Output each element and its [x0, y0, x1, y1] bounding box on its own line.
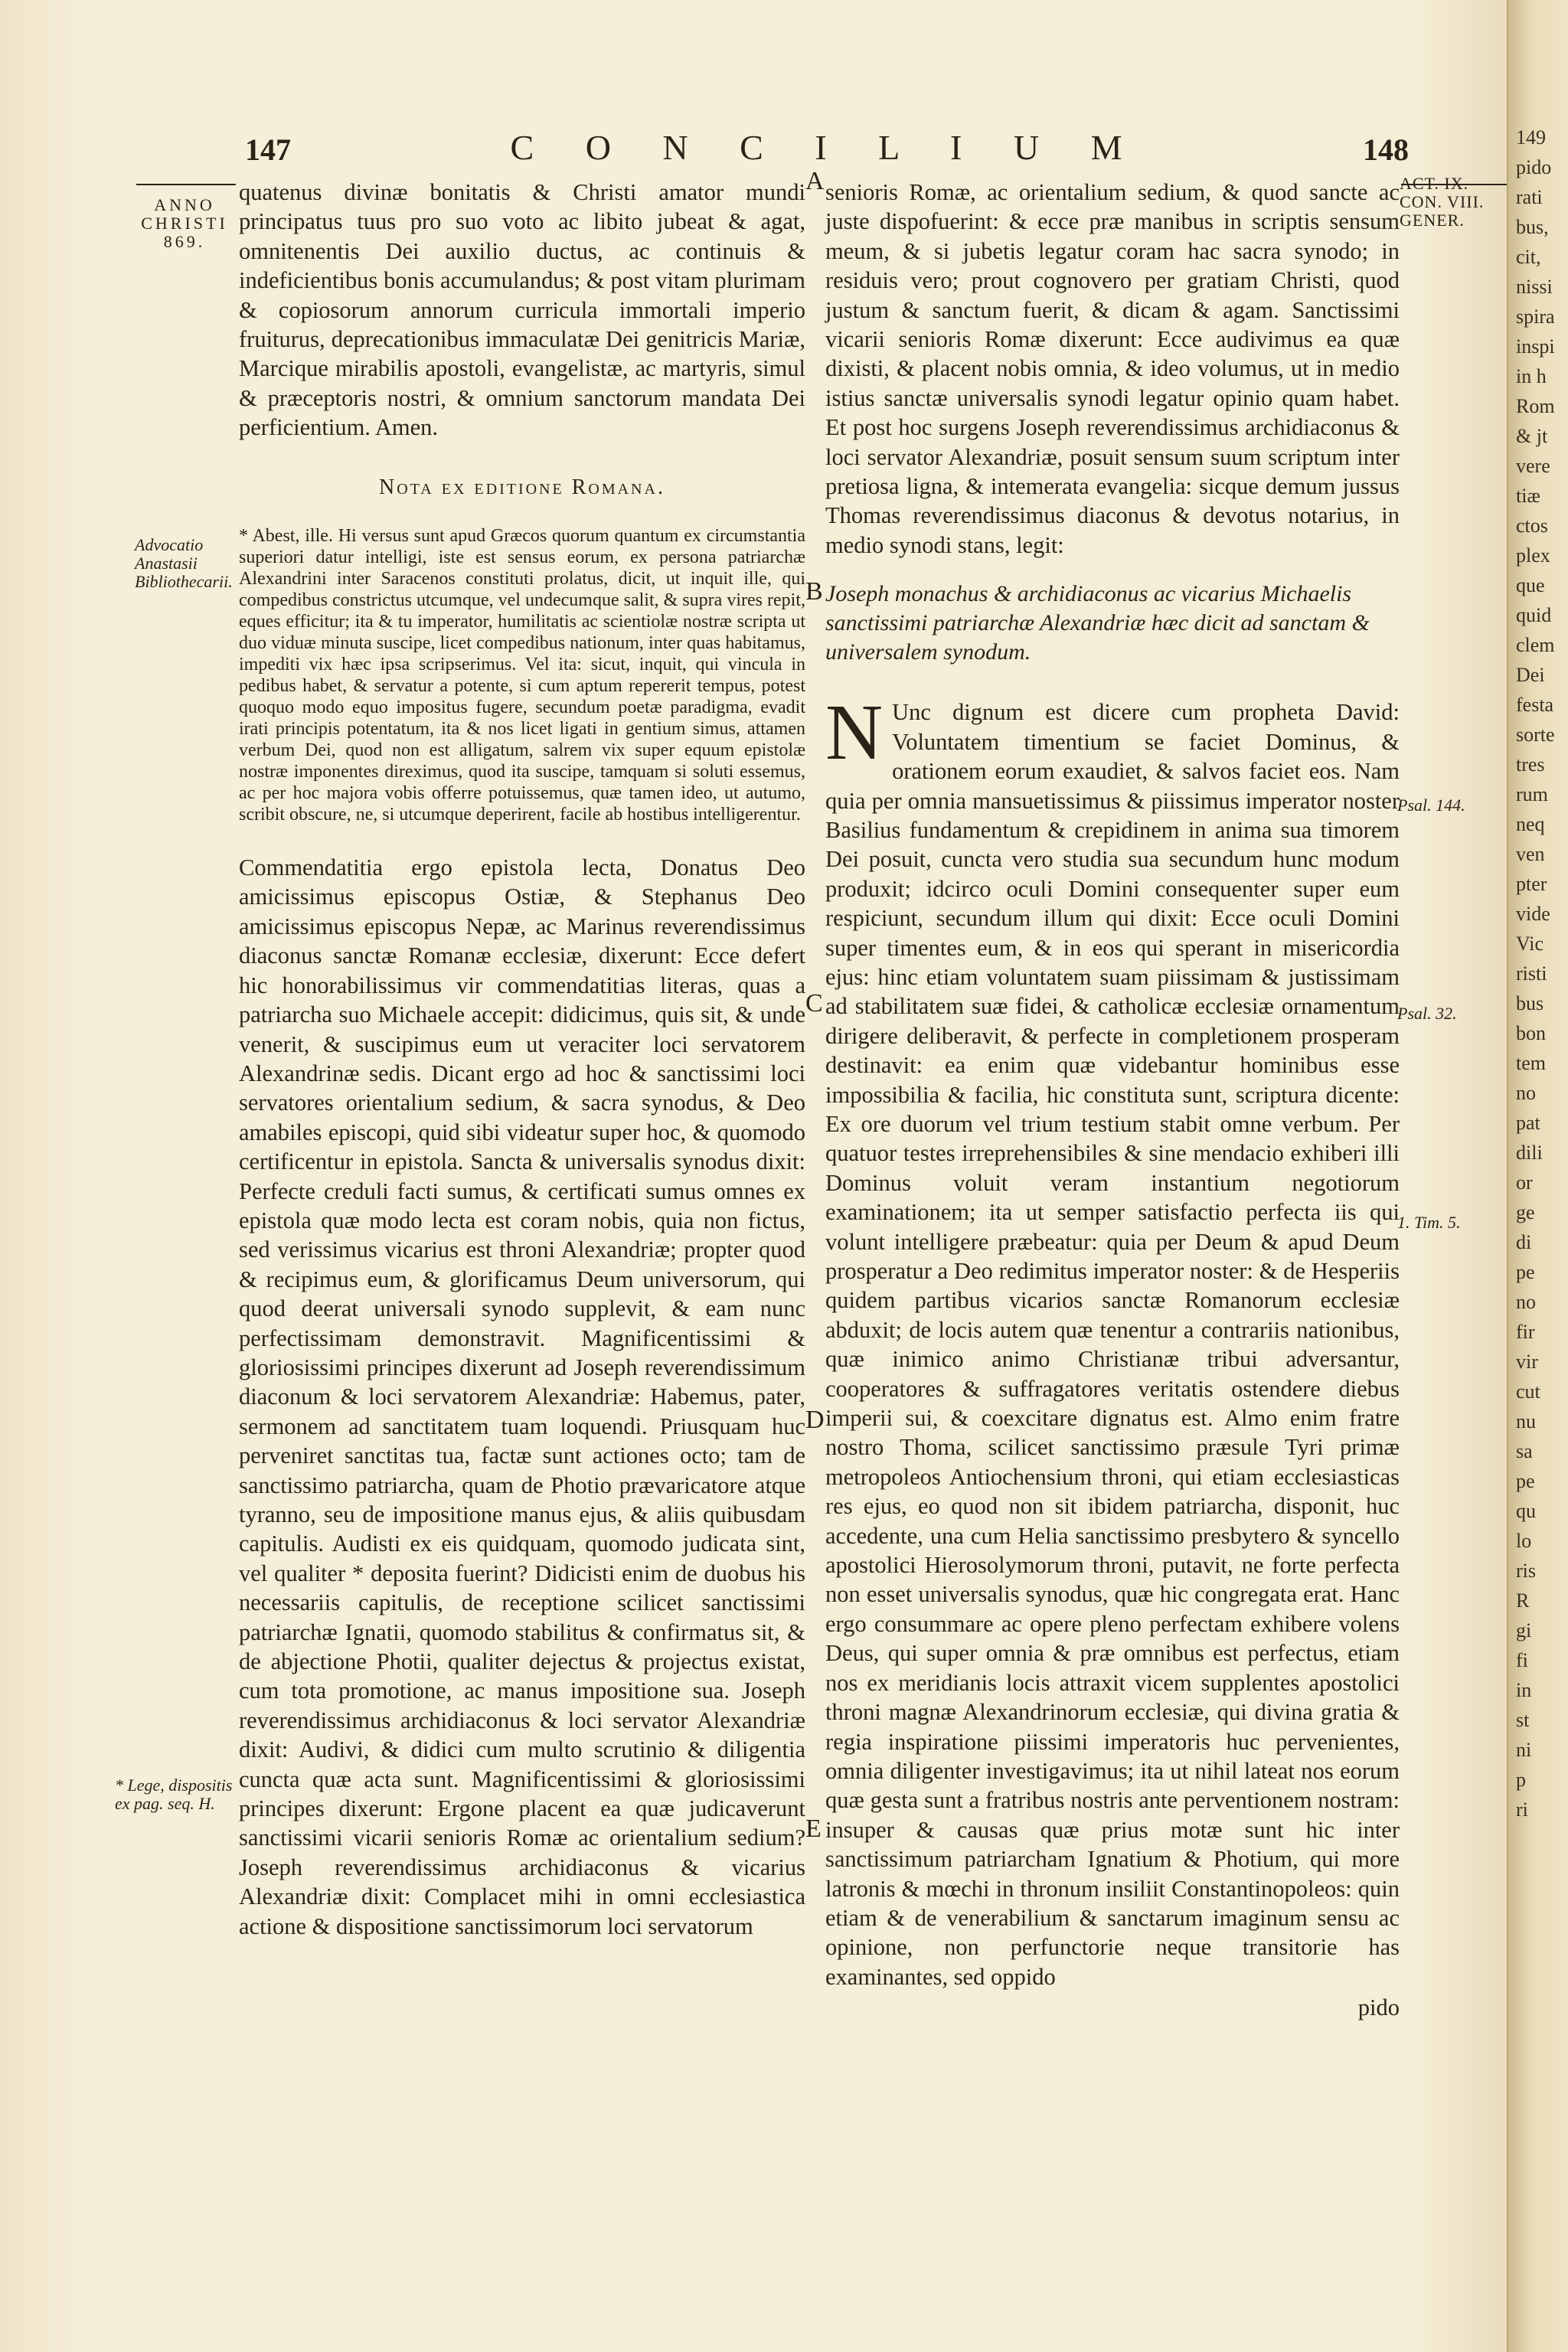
margin-psalm-32: Psal. 32.	[1397, 1004, 1457, 1023]
next-page-fragment: dili	[1516, 1142, 1543, 1164]
margin-timothy: 1. Tim. 5.	[1397, 1213, 1461, 1232]
page-number-left: 147	[245, 132, 291, 167]
next-page-fragment: tiæ	[1516, 485, 1540, 507]
running-header	[245, 128, 1409, 178]
next-page-fragment: vir	[1516, 1351, 1538, 1373]
right-column	[825, 178, 1400, 2023]
next-page-fragment: que	[1516, 574, 1545, 596]
next-page-fragment: clem	[1516, 634, 1555, 656]
next-page-fragment: vere	[1516, 455, 1550, 477]
next-page-fragment: ven	[1516, 843, 1545, 865]
page-number-right: 148	[1363, 132, 1409, 167]
left-column	[239, 178, 805, 1941]
next-page-fragment: tem	[1516, 1052, 1546, 1074]
next-page-fragment: fir	[1516, 1321, 1535, 1343]
next-page-fragment: inspi	[1516, 335, 1555, 358]
next-page-fragment: di	[1516, 1231, 1532, 1253]
next-page-fragment: rum	[1516, 783, 1548, 805]
section-letter-b: B	[805, 577, 823, 606]
margin-anno-christi: ANNO CHRISTI 869.	[141, 195, 228, 251]
next-page-fragment: no	[1516, 1082, 1536, 1104]
next-page-fragment: lo	[1516, 1530, 1532, 1552]
next-page-fragment: R	[1516, 1589, 1530, 1612]
drop-cap: N	[825, 688, 884, 777]
margin-advocatio: Advocatio Anastasii Bibliothecarii.	[135, 535, 233, 591]
next-page-fragment: tres	[1516, 753, 1545, 776]
next-page-fragment: ni	[1516, 1739, 1532, 1761]
right-main-body: Unc dignum est dicere cum propheta David: Voluntatem timentium se faciet Dominus, & orationem eorum exaudiet, & salvos faciet eos. Nam quia per omnia mansuetissimus & piissimus imperator noster Basilius fundamentum & crepidinem in anima sua timorem Dei posuit, cuncta vero studia sua secundum hunc modum produxit; idcirco oculi Domini consequenter super eum respiciunt, secundum illum qui dixit: Ecce oculi Domini super timentes eum, & in eos qui sperant in misericordia ejus: hinc etiam voluntatem suam piissimam & justissimam ad stabilitatem suæ fidei, & catholicæ ecclesiæ ornamentum dirigere deliberavit, & perfecte in completionem prosperam destinavit: ea enim quæ videbantur hominibus esse impossibilia & facilia, hic constituta sunt, scriptura dicente: Ex ore duorum vel trium testium stabit omne verbum. Per quatuor testes irreprehensibiles & sine mendacio exhiberi illi Dominus voluit veram instantium negotiorum examinationem; ita ut semper satisfactio perfecta iis qui volunt intelligere præbeatur: quia per Deum & apud Deum prosperatur a Deo redimitus imperator noster: & de Hesperiis quidem partibus vicarios sanctæ Romanorum ecclesiæ abduxit; de locis autem quæ tenentur a contrariis nationibus, quæ inimico animo Christianæ tribui adversantur, cooperatores & suffragatores veritatis ostendere diebus imperii sui, & coexcitare dignatus est. Almo enim fratre nostro Thoma, scilicet sanctissimo præsule Tyri primæ metropoleos Antiochensium throni, qui etiam ecclesiasticas res ejus, eo quod non sit ibidem patriarcha, disponit, huc accedente, una cum Helia sanctissimo presbytero & syncello apostolici Hierosolymorum throni, putavit, ne forte perfecta non esset universalis synodus, quæ hic congregata erat. Hanc ergo consummare ac opere pleno perfectam exhibere volens Deus, qui super omnia & præ omnibus est perfectus, etiam nos ex meridianis locis attraxit vicem supplentes apostolici throni magnæ Alexandrinorum ecclesiæ, qui divina gratia & regia inspiratione piissimi imperatoris huc pervenientes, omnia diligenter investigavimus; ita ut nihil lateat nos eorum quæ gesta sunt a fratribus nostris ante perventionem nostram: insuper & causas quæ prius motæ sunt hic inter sanctissimum patriarcham Ignatium & Photium, qui more latronis & mœchi in thronum insiliit Constantinopoleos: quin etiam & de venerabilium & sanctarum imaginum sensu ac opinione, non perfunctorie neque transitorie has examinantes, sed oppido	[825, 699, 1400, 1990]
left-main-text: Commendatitia ergo epistola lecta, Donatus Deo amicissimus episcopus Ostiæ, & Stephanus Deo amicissimus episcopus Nepæ, ac Marinus reverendissimus diaconus sanctæ Romanæ ecclesiæ, dixerunt: Ecce defert hic honorabilissimus vir commendatitias literas, quas a patriarcha suo Michaele accepit: didicimus, quis sit, & unde venerit, & suscipimus eum ut veraciter loci servatorem Alexandrinæ sedis. Dicant ergo ad hoc & sanctissimi loci servatores orientalium sedium, & sacra synodus, & Deo amabiles episcopi, quid sibi videatur super hoc, & quomodo certificentur in epistola. Sancta & universalis synodus dixit: Perfecte creduli facti sumus, & certificati sumus omnes ex epistola quæ modo lecta est coram nobis, quia non fictus, sed verissimus vicarius est throni Alexandriæ; propter quod & recipimus eum, & glorificamus Deum universorum, qui quod deerat universali synodo supplevit, & eam nunc perfectissimam demonstravit. Magnificentissimi & gloriosissimi principes dixerunt ad Joseph reverendissimum diaconum & loci servatorem Alexandriæ: Habemus, pater, sermonem ad sanctitatem tuam loquendi. Priusquam huc perveniret sanctitas tua, factæ sunt actiones octo; tam de sanctissimo patriarcha, quam de Photio prævaricatore atque tyranno, seu de impositione manus ejus, & aliis quibusdam capitulis. Audisti ex eis quidquam, quomodo judicata sint, vel qualiter * deposita fuerint? Didicisti enim de duobus his necessariis capitulis, de receptione scilicet sanctissimi patriarchæ Ignatii, quomodo stabilitus & confirmatus sit, & de abjectione Photii, qualiter dejectus & projectus existat, cum tota promotione, ac manus impositione sua. Joseph reverendissimus archidiaconus & loci servator Alexandriæ dixit: Audivi, & didici cum multo scrutinio & diligentia cuncta quæ acta sunt. Magnificentissimi & gloriosissimi principes dixerunt: Ergone placent ea quæ judicaverunt sanctissimi vicarii senioris Romæ ac orientalium sedium? Joseph reverendissimus archidiaconus & vicarius Alexandriæ dixit: Complacet mihi in omni ecclesiastica actione & dispositione sanctissimorum loci servatorum	[239, 854, 805, 1939]
next-page-fragment: ri	[1516, 1798, 1528, 1821]
next-page-fragment: Dei	[1516, 664, 1545, 686]
rubric-heading: Joseph monachus & archidiaconus ac vicarius Michaelis sanctissimi patriarchæ Alexandriæ hæc dicit ad sanctam & universalem synodum.	[825, 581, 1370, 665]
next-page-fragment: Vic	[1516, 933, 1544, 955]
next-page-fragment: Rom	[1516, 395, 1555, 417]
right-opening-paragraph: senioris Romæ, ac orientalium sedium, & quod sancte ac juste dispofuerint: & ecce præ manibus in scriptis sensum meum, & si jubetis legatur coram hac sacra synodo; in residuis vero; prout cognovero per gratiam Christi, quod justum & sanctum fuerit, & dicam & agam. Sanctissimi vicarii senioris Romæ dixerunt: Ecce audivimus ea quæ dixisti, & placent nobis omnia, & ideo volumus, ut in medio istius sanctæ universalis synodi legatur opinio quam habet. Et post hoc surgens Joseph reverendissimus archidiaconus & loci servator Alexandriæ, posuit sensum suum scriptum inter pretiosa ligna, & intemerata evangelia: sicque demum jussus Thomas reverendissimus diaconus & devotus notarius, in medio synodi stans, legit:	[825, 179, 1400, 558]
next-page-fragment: quid	[1516, 604, 1552, 626]
next-page-fragment: ris	[1516, 1560, 1536, 1582]
next-page-fragment: p	[1516, 1769, 1526, 1791]
next-page-fragments	[1508, 0, 1568, 1824]
margin-act-label: ACT. IX. CON. VIII. GENER.	[1400, 174, 1485, 230]
next-page-fragment: plex	[1516, 544, 1550, 567]
next-page-fragment: vide	[1516, 903, 1550, 925]
next-page-fragment: bus	[1516, 992, 1544, 1014]
left-opening-paragraph: quatenus divinæ bonitatis & Christi amator mundi principatus tuus pro suo voto ac libito jubeat & agat, omnitenentis Dei auxilio ductus, ac continuis & indeficientibus bonis accumulandus; & post vitam plurimam & copiosorum annorum curricula immortali imperio fruiturus, deprecationibus immaculatæ Dei genitricis Mariæ, Marcique mirabilis apostoli, evangelistæ, ac martyris, simul & præceptoris nostri, & omnium sanctorum mandata Dei perficientium. Amen.	[239, 179, 805, 441]
next-page-fragment: pe	[1516, 1470, 1535, 1492]
next-page-fragment: in	[1516, 1679, 1532, 1701]
next-page-fragment: rati	[1516, 186, 1543, 208]
next-page-fragment: sorte	[1516, 724, 1555, 746]
margin-psalm-144: Psal. 144.	[1397, 795, 1465, 815]
section-letter-e: E	[805, 1815, 822, 1843]
next-page-fragment: or	[1516, 1171, 1533, 1194]
next-page-fragment: 149	[1516, 126, 1546, 149]
next-page-fragment: ge	[1516, 1201, 1535, 1223]
next-page-fragment: qu	[1516, 1500, 1536, 1522]
next-page-fragment: st	[1516, 1709, 1530, 1731]
next-page-fragment: risti	[1516, 962, 1547, 985]
header-rule-left	[136, 184, 236, 185]
section-letter-a: A	[805, 167, 825, 195]
next-page-edge	[1507, 0, 1568, 2352]
next-page-fragment: cut	[1516, 1380, 1540, 1403]
next-page-fragment: in h	[1516, 365, 1547, 387]
next-page-fragment: neq	[1516, 813, 1545, 835]
section-letter-d: D	[805, 1406, 825, 1434]
section-letter-c: C	[805, 989, 823, 1018]
note-text: * Abest, ille. Hi versus sunt apud Græcos quorum quantum ex circumstantia superiori datur intelligi, iste est sensus eorum, ex persona patriarchæ Alexandrini inter Saracenos constituti prolatus, dicit, ut inquit ille, qui compedibus constrictus utcumque, vel undecumque salit, & supra vires repit, eques efficitur; ita & tu imperator, humilitatis ac scientiolæ nostræ scripta ut duo viduæ minuta suscipe, licet compedibus nationum, inter quas habitamus, impediti vix hæc ipsa scripserimus. Vel ita: sicut, inquit, qui vincula in pedibus habet, & servatur a potente, si cum aptum repererit tempus, potest quoquo modo equo impositus fugere, secundum poetæ paradigma, evadit irati principis potentatum, ita & nos licet ligati in gentium simus, attamen verbum Dei, quod non est alligatum, salrem vix super equum epistolæ nostræ imponentes direximus, quod ita suscipe, tamquam si soluti essemus, ac per hoc majora vobis offerre potuissemus, quæ tamen ideo, ut autumo, scribit obscure, ne, si utcumque deperirent, facile ab hostibus intelligerentur.	[239, 526, 805, 825]
next-page-fragment: spira	[1516, 305, 1555, 328]
next-page-fragment: bus,	[1516, 216, 1549, 238]
next-page-fragment: pido	[1516, 156, 1552, 178]
note-title: Nota ex editione Romana.	[379, 475, 665, 499]
next-page-fragment: pter	[1516, 873, 1547, 895]
next-page-fragment: nu	[1516, 1410, 1536, 1432]
next-page-fragment: festa	[1516, 694, 1554, 716]
next-page-fragment: bon	[1516, 1022, 1546, 1044]
next-page-fragment: nissi	[1516, 276, 1553, 298]
right-main-text	[825, 688, 1400, 1991]
next-page-fragment: ctos	[1516, 514, 1548, 537]
next-page-fragment: fi	[1516, 1649, 1528, 1671]
next-page-fragment: pe	[1516, 1261, 1535, 1283]
next-page-fragment: gi	[1516, 1619, 1532, 1642]
next-page-fragment: cit,	[1516, 246, 1541, 268]
catchword: pido	[1357, 1994, 1400, 2021]
next-page-fragment: & jt	[1516, 425, 1548, 447]
next-page-fragment: no	[1516, 1291, 1536, 1313]
next-page-fragment: sa	[1516, 1440, 1533, 1462]
margin-lege-note: * Lege, dispositis ex pag. seq. H.	[115, 1775, 233, 1813]
next-page-fragment: pat	[1516, 1112, 1540, 1134]
running-title: C O N C I L I U M	[510, 128, 1144, 167]
